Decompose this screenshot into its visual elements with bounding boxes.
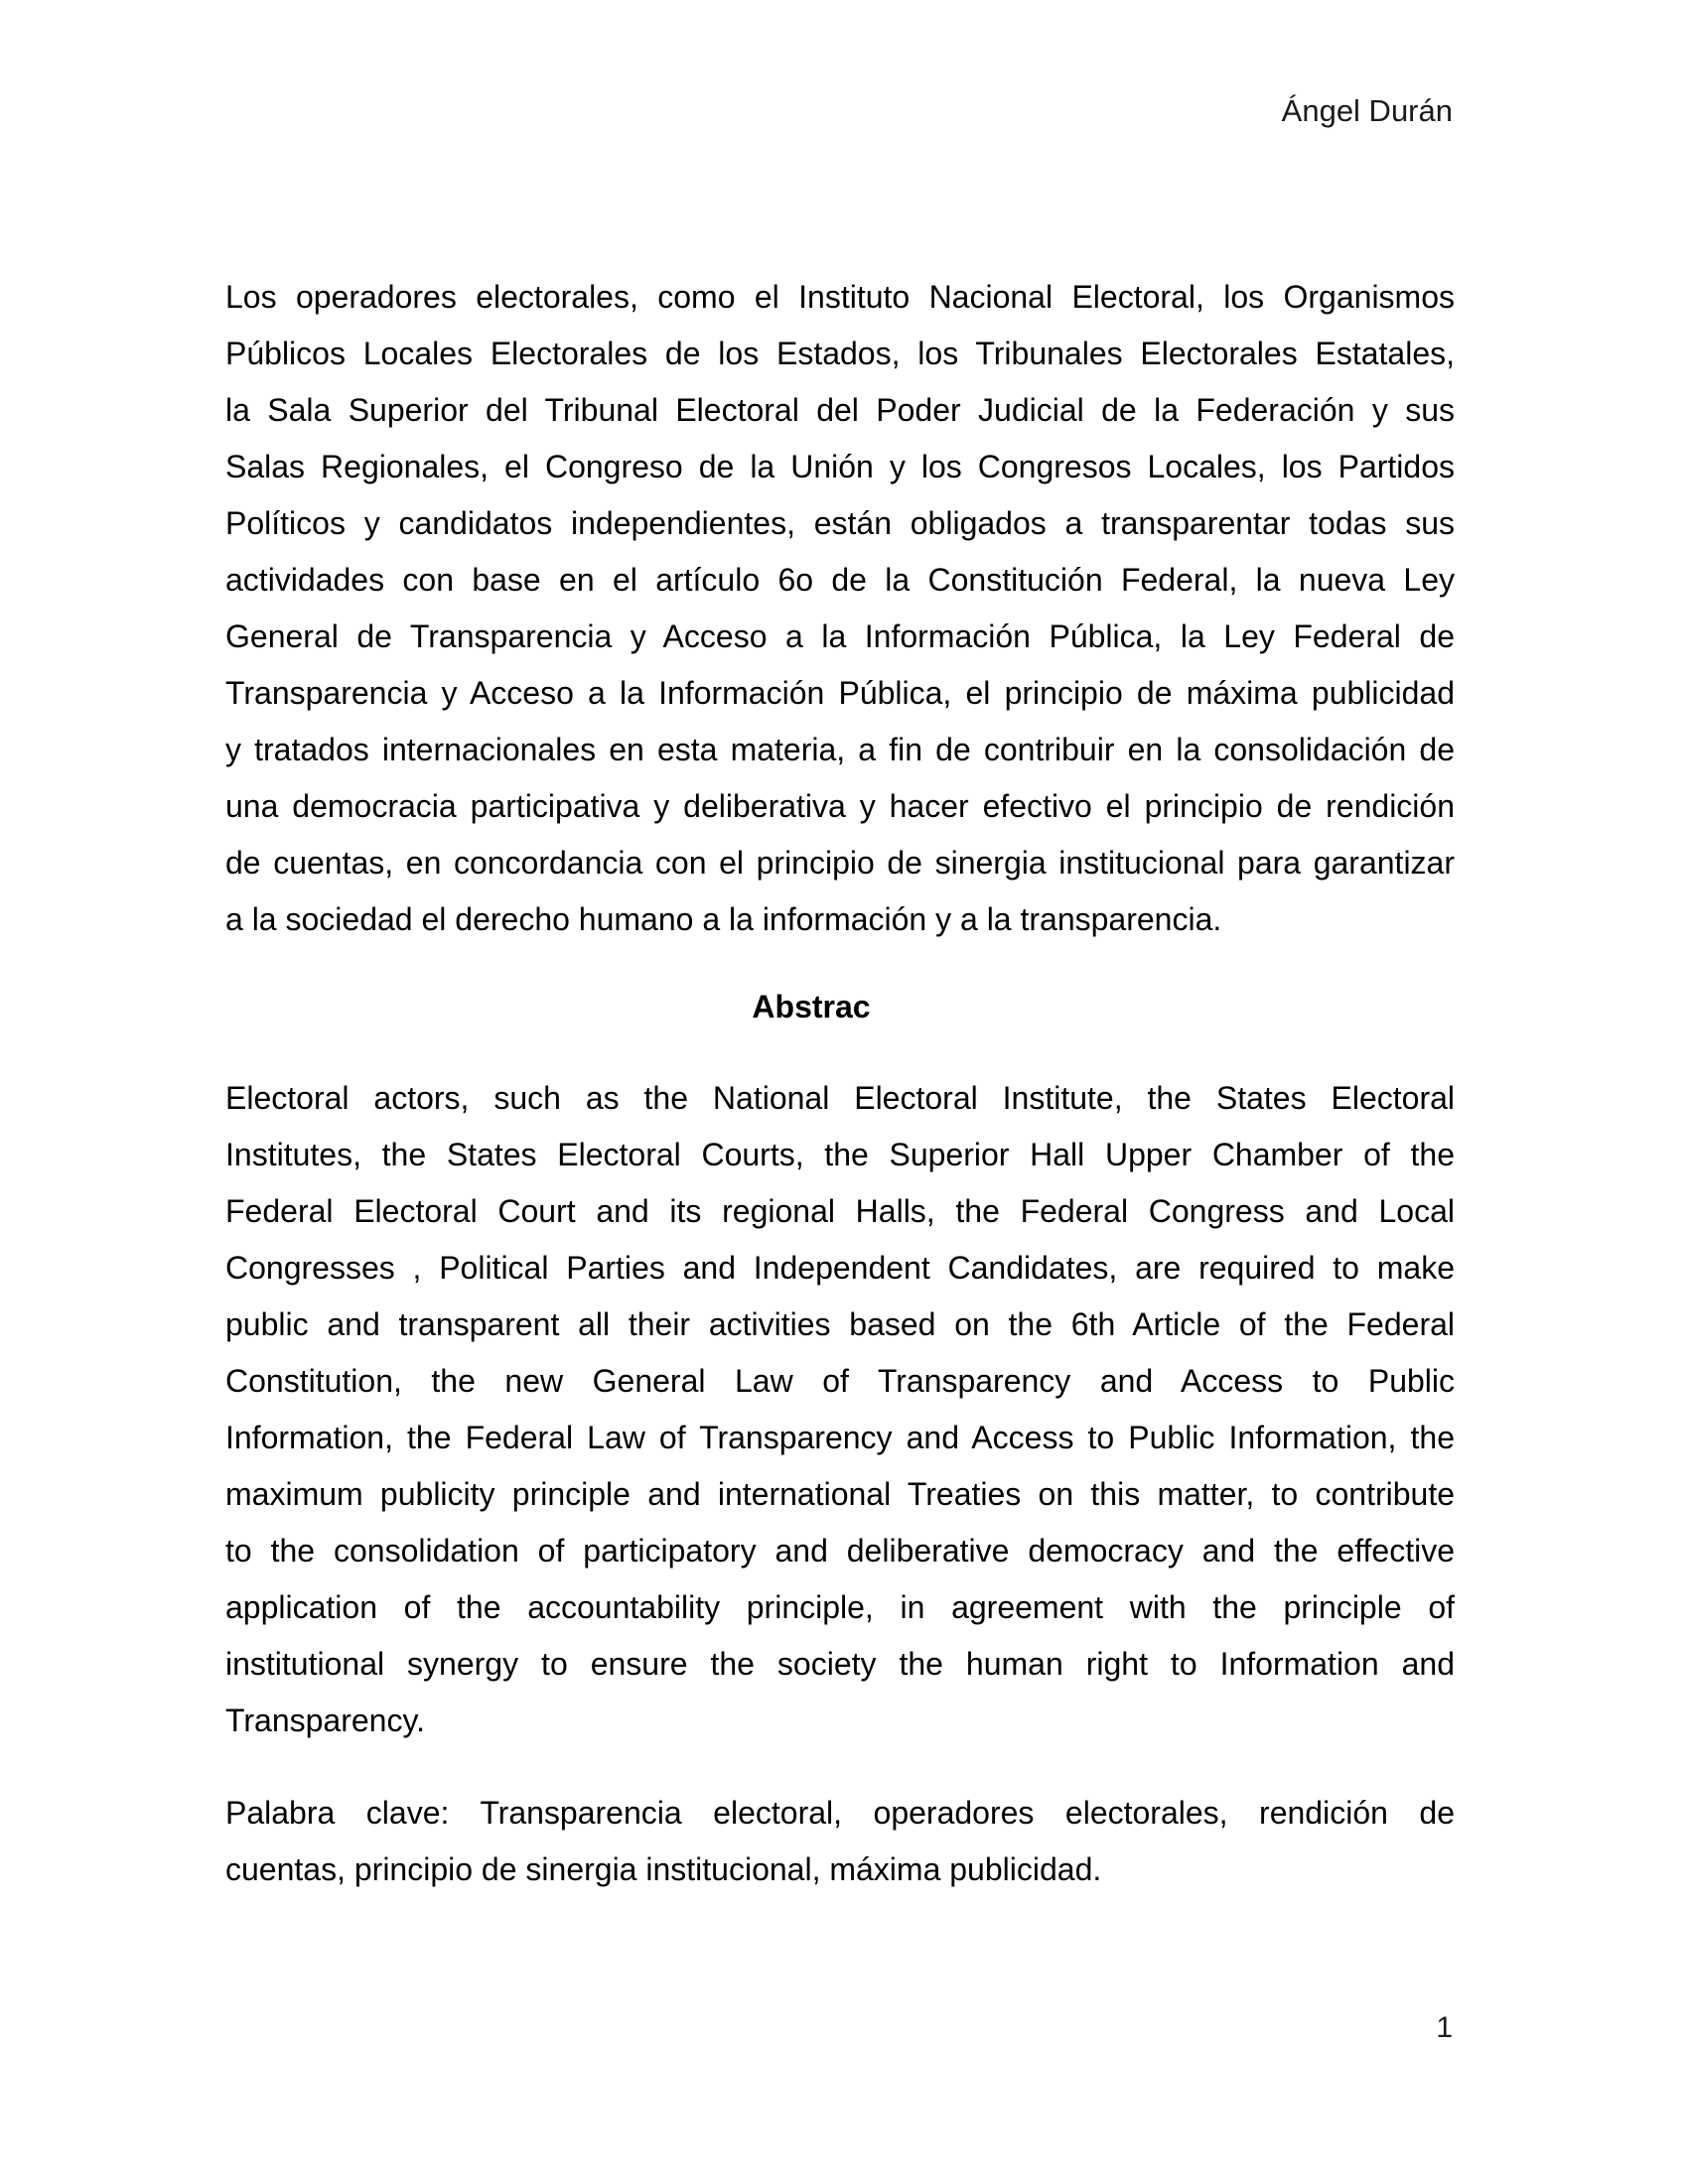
text-line: Congresses , Political Parties and Independent Candidates, are required to make — [225, 1250, 1455, 1286]
page-content — [225, 269, 1455, 1898]
text-line: Políticos y candidatos independientes, están obligados a transparentar todas sus — [225, 505, 1455, 541]
text-line: la Sala Superior del Tribunal Electoral del Poder Judicial de la Federación y sus — [225, 392, 1455, 428]
text-line: Los operadores electorales, como el Instituto Nacional Electoral, los Organismos — [225, 279, 1455, 315]
text-line: una democracia participativa y deliberativa y hacer efectivo el principio de rendición — [225, 788, 1455, 824]
text-line: Information, the Federal Law of Transparency and Access to Public Information, the — [225, 1420, 1455, 1455]
text-line: maximum publicity principle and international Treaties on this matter, to contribute — [225, 1476, 1455, 1512]
text-line: Federal Electoral Court and its regional Halls, the Federal Congress and Local — [225, 1193, 1455, 1229]
keywords-paragraph — [225, 1785, 1455, 1898]
text-line: Institutes, the States Electoral Courts, the Superior Hall Upper Chamber of the — [225, 1137, 1455, 1172]
text-line: Constitution, the new General Law of Transparency and Access to Public — [225, 1363, 1455, 1399]
text-line: institutional synergy to ensure the society the human right to Information and — [225, 1646, 1455, 1682]
text-line: to the consolidation of participatory and deliberative democracy and the effective — [225, 1533, 1455, 1569]
text-line: General de Transparencia y Acceso a la Información Pública, la Ley Federal de — [225, 618, 1455, 654]
spanish-abstract-paragraph — [225, 269, 1455, 948]
text-line: Salas Regionales, el Congreso de la Unión y los Congresos Locales, los Partidos — [225, 449, 1455, 484]
header-author-name: Ángel Durán — [1281, 93, 1453, 128]
text-line: Transparencia y Acceso a la Información Pública, el principio de máxima publicidad — [225, 675, 1455, 711]
text-line: public and transparent all their activities based on the 6th Article of the Federal — [225, 1306, 1455, 1342]
text-line: Públicos Locales Electorales de los Estados, los Tribunales Electorales Estatales, — [225, 336, 1455, 371]
english-abstract-paragraph — [225, 1070, 1455, 1749]
text-line: application of the accountability principle, in agreement with the principle of — [225, 1589, 1455, 1625]
text-line: a la sociedad el derecho humano a la información y a la transparencia. — [225, 901, 1222, 937]
text-line: cuentas, principio de sinergia institucional, máxima publicidad. — [225, 1851, 1102, 1887]
text-line: Palabra clave: Transparencia electoral, operadores electorales, rendición de — [225, 1795, 1455, 1831]
text-line: Electoral actors, such as the National Electoral Institute, the States Electoral — [225, 1080, 1455, 1116]
text-line: actividades con base en el artículo 6o de la Constitución Federal, la nueva Ley — [225, 562, 1455, 598]
abstract-heading: Abstrac — [752, 989, 871, 1024]
text-line: y tratados internacionales en esta materia, a fin de contribuir en la consolidación de — [225, 732, 1455, 767]
text-line: de cuentas, en concordancia con el principio de sinergia institucional para garantizar — [225, 845, 1455, 881]
page-number: 1 — [1436, 2011, 1453, 2044]
text-line: Transparency. — [225, 1703, 425, 1738]
